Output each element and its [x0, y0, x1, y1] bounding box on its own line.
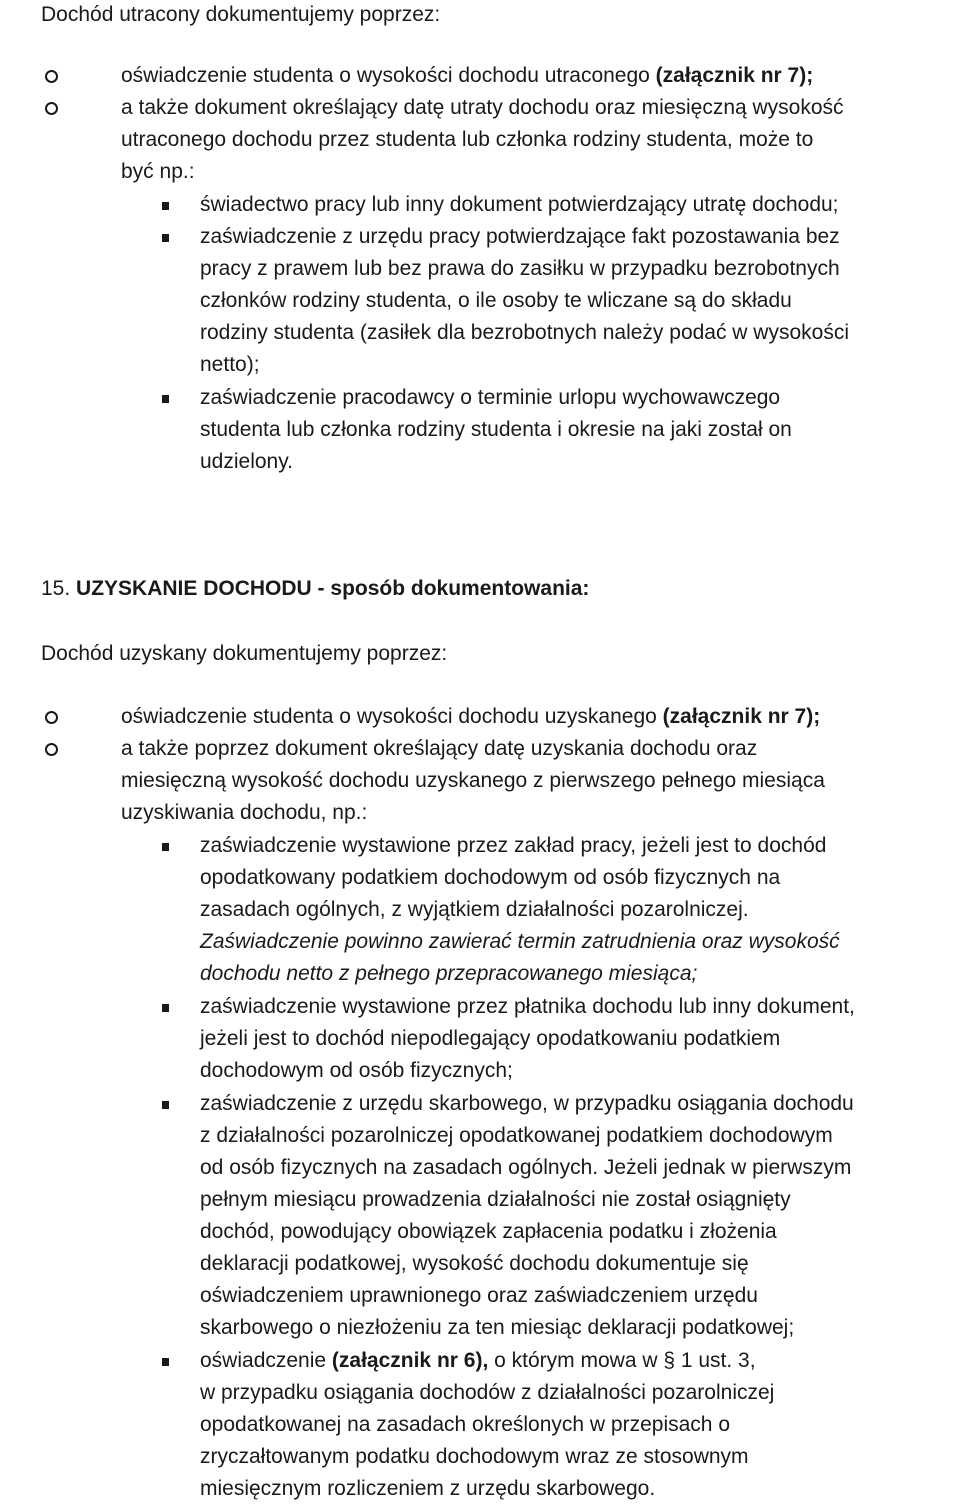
lost-sub-3-line: udzielony.: [200, 450, 294, 473]
gained-sub-4-first-line: oświadczenie (załącznik nr 6), o którym mowa w § 1 ust. 3,: [200, 1349, 756, 1372]
gained-income-intro: Dochód uzyskany dokumentujemy poprzez:: [41, 642, 448, 665]
gained-sub-3-line: zaświadczenie z urzędu skarbowego, w przypadku osiągania dochodu: [200, 1092, 854, 1115]
circle-bullet-icon: [45, 743, 58, 756]
gained-sub-2-line: jeżeli jest to dochód niepodlegający opodatkowaniu podatkiem: [200, 1027, 781, 1050]
square-bullet-icon: [162, 202, 169, 210]
gained-item-2-line: miesięczną wysokość dochodu uzyskanego z pierwszego pełnego miesiąca: [121, 769, 825, 792]
circle-bullet-icon: [45, 711, 58, 724]
square-bullet-icon: [162, 843, 169, 851]
gained-item-1: oświadczenie studenta o wysokości dochodu uzyskanego (załącznik nr 7);: [121, 705, 821, 728]
square-bullet-icon: [162, 1358, 169, 1366]
gained-sub-3-line: oświadczeniem uprawnionego oraz zaświadczeniem urzędu: [200, 1284, 758, 1307]
circle-bullet-icon: [45, 102, 58, 115]
gained-sub-1-line: zasadach ogólnych, z wyjątkiem działalności pozarolniczej.: [200, 898, 749, 921]
gained-sub-1-line: zaświadczenie wystawione przez zakład pracy, jeżeli jest to dochód: [200, 834, 827, 857]
gained-sub-4-line: miesięcznym rozliczeniem z urzędu skarbowego.: [200, 1477, 656, 1500]
lost-sub-2-line: rodziny studenta (zasiłek dla bezrobotnych należy podać w wysokości: [200, 321, 850, 344]
square-bullet-icon: [162, 1004, 169, 1012]
lost-sub-2-line: pracy z prawem lub bez prawa do zasiłku w przypadku bezrobotnych: [200, 257, 840, 280]
lost-sub-1: świadectwo pracy lub inny dokument potwierdzający utratę dochodu;: [200, 193, 839, 216]
gained-sub-1-line: opodatkowany podatkiem dochodowym od osób fizycznych na: [200, 866, 781, 889]
circle-bullet-icon: [45, 70, 58, 83]
gained-sub-3-line: z działalności pozarolniczej opodatkowanej podatkiem dochodowym: [200, 1124, 833, 1147]
square-bullet-icon: [162, 395, 169, 403]
gained-sub-1-italic-line: Zaświadczenie powinno zawierać termin zatrudnienia oraz wysokość: [200, 930, 840, 953]
lost-item-2-line: a także dokument określający datę utraty dochodu oraz miesięczną wysokość: [121, 96, 844, 119]
lost-item-2-line: być np.:: [121, 160, 195, 183]
lost-sub-2-line: zaświadczenie z urzędu pracy potwierdzające fakt pozostawania bez: [200, 225, 840, 248]
square-bullet-icon: [162, 234, 169, 242]
gained-item-2-line: a także poprzez dokument określający datę uzyskania dochodu oraz: [121, 737, 758, 760]
lost-sub-2-line: członków rodziny studenta, o ile osoby te wliczane są do składu: [200, 289, 792, 312]
gained-sub-4-line: zryczałtowanym podatku dochodowym wraz ze stosownym: [200, 1445, 749, 1468]
gained-sub-2-line: zaświadczenie wystawione przez płatnika dochodu lub inny dokument,: [200, 995, 855, 1018]
lost-sub-2-line: netto);: [200, 353, 260, 376]
gained-sub-1-italic-line: dochodu netto z pełnego przepracowanego miesiąca;: [200, 962, 698, 985]
gained-item-2-line: uzyskiwania dochodu, np.:: [121, 801, 368, 824]
gained-sub-3-line: deklaracji podatkowej, wysokość dochodu dokumentuje się: [200, 1252, 749, 1275]
lost-sub-3-line: zaświadczenie pracodawcy o terminie urlopu wychowawczego: [200, 386, 781, 409]
gained-sub-4-line: opodatkowanej na zasadach określonych w przepisach o: [200, 1413, 730, 1436]
lost-item-1: oświadczenie studenta o wysokości dochodu utraconego (załącznik nr 7);: [121, 64, 814, 87]
square-bullet-icon: [162, 1101, 169, 1109]
gained-sub-2-line: dochodowym od osób fizycznych;: [200, 1059, 513, 1082]
lost-item-2-line: utraconego dochodu przez studenta lub członka rodziny studenta, może to: [121, 128, 814, 151]
section-15-heading: 15. UZYSKANIE DOCHODU - sposób dokumentowania:: [41, 577, 590, 600]
gained-sub-4-line: w przypadku osiągania dochodów z działalności pozarolniczej: [200, 1381, 775, 1404]
gained-sub-3-line: skarbowego o niezłożeniu za ten miesiąc deklaracji podatkowej;: [200, 1316, 795, 1339]
gained-sub-3-line: pełnym miesiącu prowadzenia działalności nie został osiągnięty: [200, 1188, 791, 1211]
gained-sub-3-line: od osób fizycznych na zasadach ogólnych. Jeżeli jednak w pierwszym: [200, 1156, 852, 1179]
lost-income-intro: Dochód utracony dokumentujemy poprzez:: [41, 3, 441, 26]
gained-sub-3-line: dochód, powodujący obowiązek zapłacenia podatku i złożenia: [200, 1220, 777, 1243]
lost-sub-3-line: studenta lub członka rodziny studenta i okresie na jaki został on: [200, 418, 792, 441]
